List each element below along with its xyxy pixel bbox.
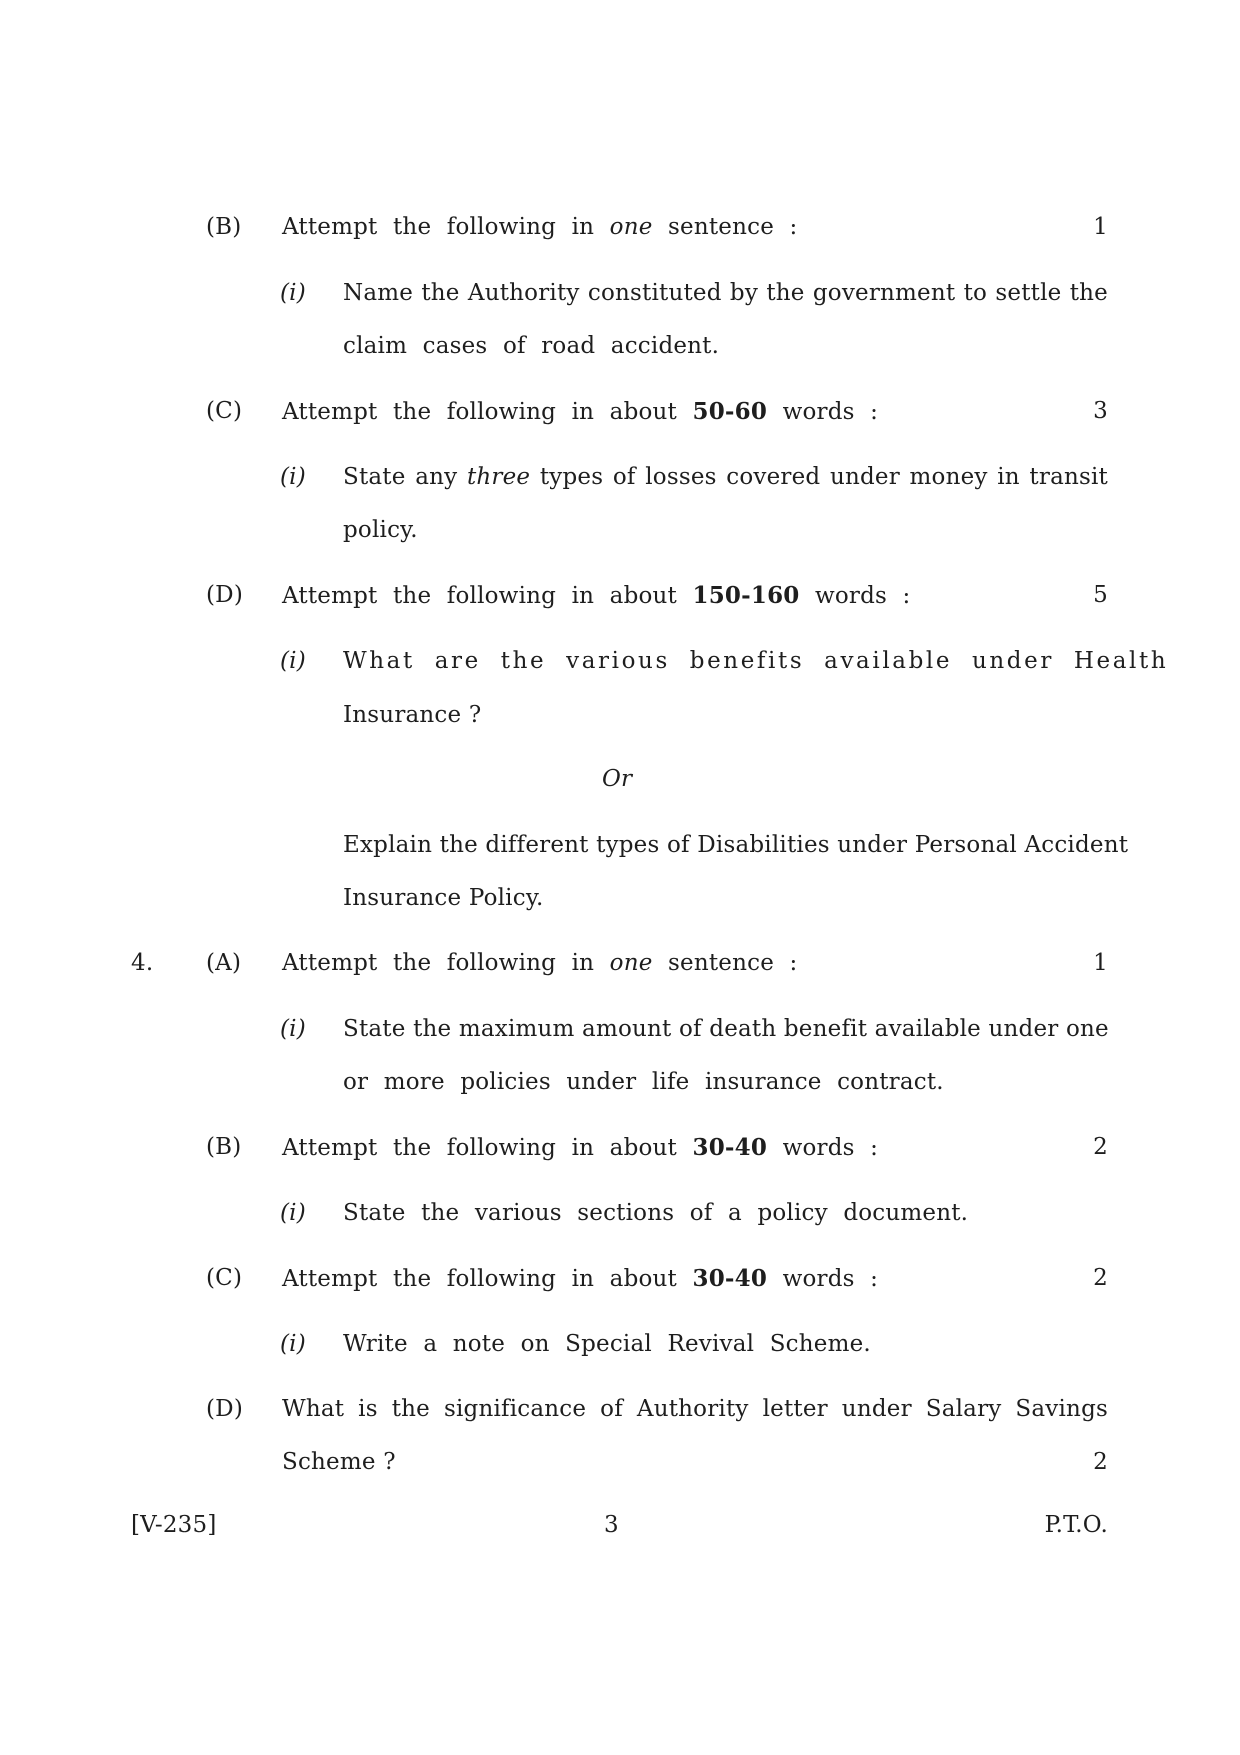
q4-a-item-line2: or more policies under life insurance contract. bbox=[343, 1069, 944, 1095]
q3-b-item-line1: Name the Authority constituted by the government to settle the bbox=[343, 280, 1108, 306]
q4-c-instruction bbox=[282, 1265, 878, 1292]
instruction-text: Attempt the following in about bbox=[282, 1135, 693, 1161]
q3-d-item-number: (i) bbox=[280, 648, 306, 674]
question-number: 4. bbox=[131, 950, 154, 976]
q4-d-line2: Scheme ? bbox=[282, 1449, 396, 1475]
or-separator: Or bbox=[602, 766, 633, 792]
q4-a-label: (A) bbox=[206, 950, 242, 976]
instruction-emphasis: one bbox=[609, 214, 653, 240]
q3-d-label: (D) bbox=[206, 582, 243, 608]
instruction-text: Attempt the following in about bbox=[282, 583, 693, 609]
q4-a-marks: 1 bbox=[1093, 950, 1108, 976]
word-limit: 30-40 bbox=[692, 1265, 768, 1292]
q3-d-item-line1: What are the various benefits available under Health bbox=[343, 648, 1169, 674]
q3-d-alt-line1: Explain the different types of Disabilities under Personal Accident bbox=[343, 832, 1129, 858]
item-emphasis: three bbox=[466, 464, 531, 490]
word-limit: 50-60 bbox=[692, 398, 768, 425]
instruction-text: Attempt the following in about bbox=[282, 1266, 693, 1292]
paper-code: [V-235] bbox=[131, 1512, 217, 1538]
q4-b-item-line1: State the various sections of a policy document. bbox=[343, 1200, 969, 1226]
q4-c-marks: 2 bbox=[1093, 1265, 1108, 1291]
q3-d-alt-line2: Insurance Policy. bbox=[343, 885, 544, 911]
item-text: types of losses covered under money in transit bbox=[530, 464, 1108, 490]
q3-c-label: (C) bbox=[206, 398, 243, 424]
q3-c-item-line2: policy. bbox=[343, 517, 418, 543]
q4-a-item-number: (i) bbox=[280, 1016, 306, 1042]
q3-b-label: (B) bbox=[206, 214, 242, 240]
instruction-text: words : bbox=[767, 1266, 879, 1292]
instruction-text: words : bbox=[767, 399, 879, 425]
q3-d-instruction bbox=[282, 582, 911, 609]
q3-d-marks: 5 bbox=[1093, 582, 1108, 608]
q4-b-item-number: (i) bbox=[280, 1200, 306, 1226]
instruction-text: Attempt the following in bbox=[282, 214, 610, 240]
q3-b-item-line2: claim cases of road accident. bbox=[343, 333, 720, 359]
q4-c-label: (C) bbox=[206, 1265, 243, 1291]
instruction-text: words : bbox=[767, 1135, 879, 1161]
word-limit: 150-160 bbox=[692, 582, 800, 609]
q4-c-item-line1: Write a note on Special Revival Scheme. bbox=[343, 1331, 871, 1357]
q3-c-instruction bbox=[282, 398, 878, 425]
q4-a-instruction bbox=[282, 950, 798, 976]
q3-c-item-number: (i) bbox=[280, 464, 306, 490]
please-turn-over: P.T.O. bbox=[1044, 1512, 1108, 1538]
instruction-text: Attempt the following in about bbox=[282, 399, 693, 425]
q3-b-item-number: (i) bbox=[280, 280, 306, 306]
page-number: 3 bbox=[604, 1512, 619, 1538]
q3-b-marks: 1 bbox=[1093, 214, 1108, 240]
q3-b-instruction bbox=[282, 214, 798, 240]
q4-a-item-line1: State the maximum amount of death benefit available under one bbox=[343, 1016, 1109, 1042]
q3-d-item-line2: Insurance ? bbox=[343, 702, 482, 728]
word-limit: 30-40 bbox=[692, 1134, 768, 1161]
q3-c-marks: 3 bbox=[1093, 398, 1108, 424]
instruction-text: sentence : bbox=[652, 950, 798, 976]
q4-d-label: (D) bbox=[206, 1396, 243, 1422]
instruction-text: sentence : bbox=[652, 214, 798, 240]
q3-c-item-line1 bbox=[343, 464, 1108, 490]
q4-d-line1: What is the significance of Authority letter under Salary Savings bbox=[282, 1396, 1108, 1422]
item-text: State any bbox=[343, 464, 467, 490]
q4-c-item-number: (i) bbox=[280, 1331, 306, 1357]
instruction-emphasis: one bbox=[609, 950, 653, 976]
q4-b-instruction bbox=[282, 1134, 878, 1161]
q4-b-label: (B) bbox=[206, 1134, 242, 1160]
q4-d-marks: 2 bbox=[1093, 1449, 1108, 1475]
instruction-text: words : bbox=[799, 583, 911, 609]
q4-b-marks: 2 bbox=[1093, 1134, 1108, 1160]
instruction-text: Attempt the following in bbox=[282, 950, 610, 976]
